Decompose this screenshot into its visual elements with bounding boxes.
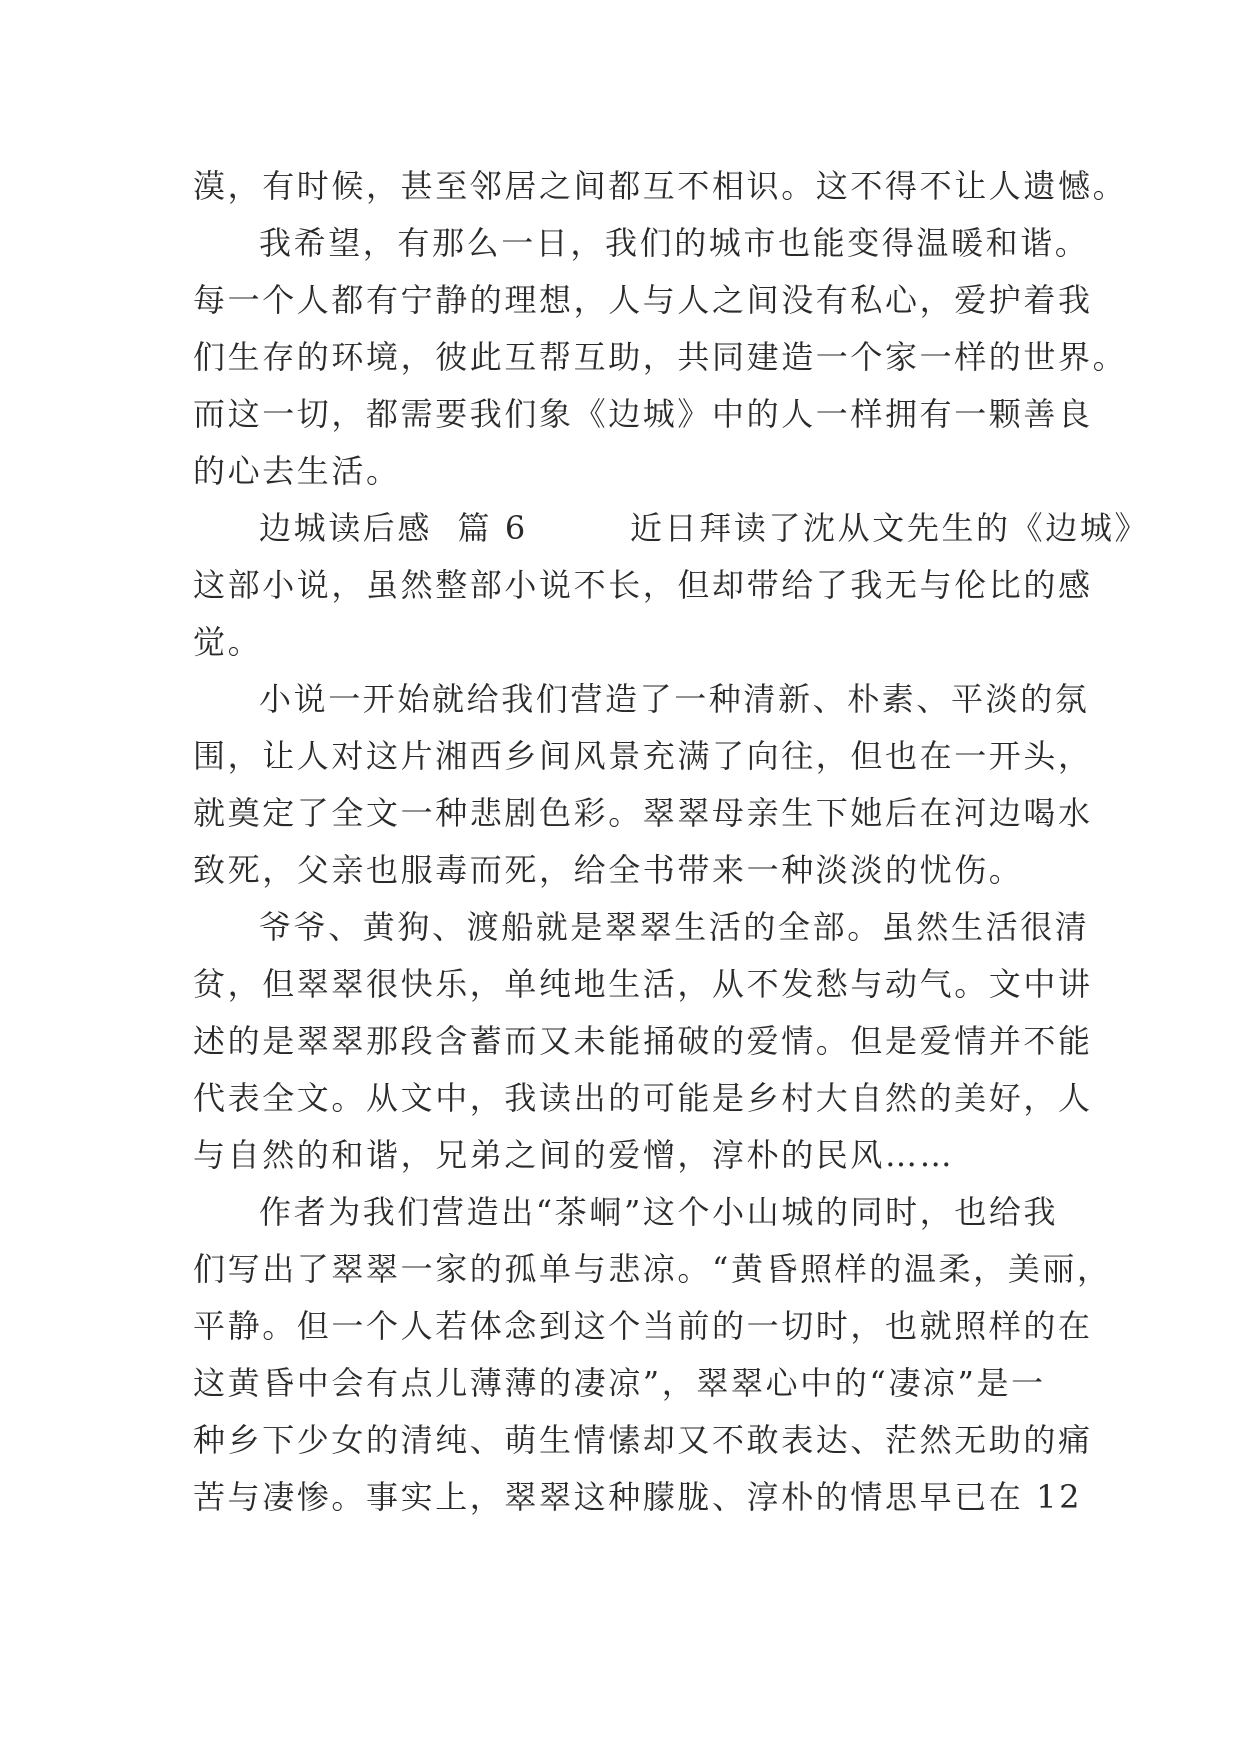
text-line: 而这一切，都需要我们象《边城》中的人一样拥有一颗善良 — [193, 395, 1093, 433]
document-body — [193, 158, 1150, 1526]
section-heading-line: 边城读后感 篇 6 近日拜读了沈从文先生的《边城》 — [259, 509, 1150, 547]
text-line: 苦与凄惨。事实上，翠翠这种朦胧、淳朴的情思早已在 12 — [193, 1478, 1083, 1516]
text-line: 平静。但一个人若体念到这个当前的一切时，也就照样的在 — [193, 1307, 1093, 1345]
text-line: 述的是翠翠那段含蓄而又未能捅破的爱情。但是爱情并不能 — [193, 1022, 1093, 1060]
text-line: 我希望，有那么一日，我们的城市也能变得温暖和谐。 — [259, 224, 1090, 262]
text-line: 代表全文。从文中，我读出的可能是乡村大自然的美好，人 — [193, 1079, 1093, 1117]
text-line: 与自然的和谐，兄弟之间的爱憎，淳朴的民风…… — [193, 1136, 955, 1174]
text-line: 这黄昏中会有点儿薄薄的凄凉”，翠翠心中的“凄凉”是一 — [193, 1364, 1046, 1402]
text-line: 爷爷、黄狗、渡船就是翠翠生活的全部。虽然生活很清 — [259, 908, 1090, 946]
text-line: 就奠定了全文一种悲剧色彩。翠翠母亲生下她后在河边喝水 — [193, 794, 1093, 832]
text-line: 每一个人都有宁静的理想，人与人之间没有私心，爱护着我 — [193, 281, 1093, 319]
text-line: 作者为我们营造出“茶峒”这个小山城的同时，也给我 — [259, 1193, 1059, 1231]
text-line: 围，让人对这片湘西乡间风景充满了向往，但也在一开头， — [193, 737, 1093, 775]
text-line: 这部小说，虽然整部小说不长，但却带给了我无与伦比的感 — [193, 566, 1093, 604]
text-line: 漠，有时候，甚至邻居之间都互不相识。这不得不让人遗憾。 — [193, 167, 1128, 205]
text-line: 们生存的环境，彼此互帮互助，共同建造一个家一样的世界。 — [193, 338, 1128, 376]
text-line: 贫，但翠翠很快乐，单纯地生活，从不发愁与动气。文中讲 — [193, 965, 1093, 1003]
text-line: 觉。 — [193, 623, 263, 661]
text-line: 种乡下少女的清纯、萌生情愫却又不敢表达、茫然无助的痛 — [193, 1421, 1093, 1459]
text-line: 们写出了翠翠一家的孤单与悲凉。“黄昏照样的温柔，美丽， — [193, 1250, 1112, 1288]
text-line: 致死，父亲也服毒而死，给全书带来一种淡淡的忧伤。 — [193, 851, 1024, 889]
text-line: 小说一开始就给我们营造了一种清新、朴素、平淡的氛 — [259, 680, 1090, 718]
text-line: 的心去生活。 — [193, 452, 401, 490]
